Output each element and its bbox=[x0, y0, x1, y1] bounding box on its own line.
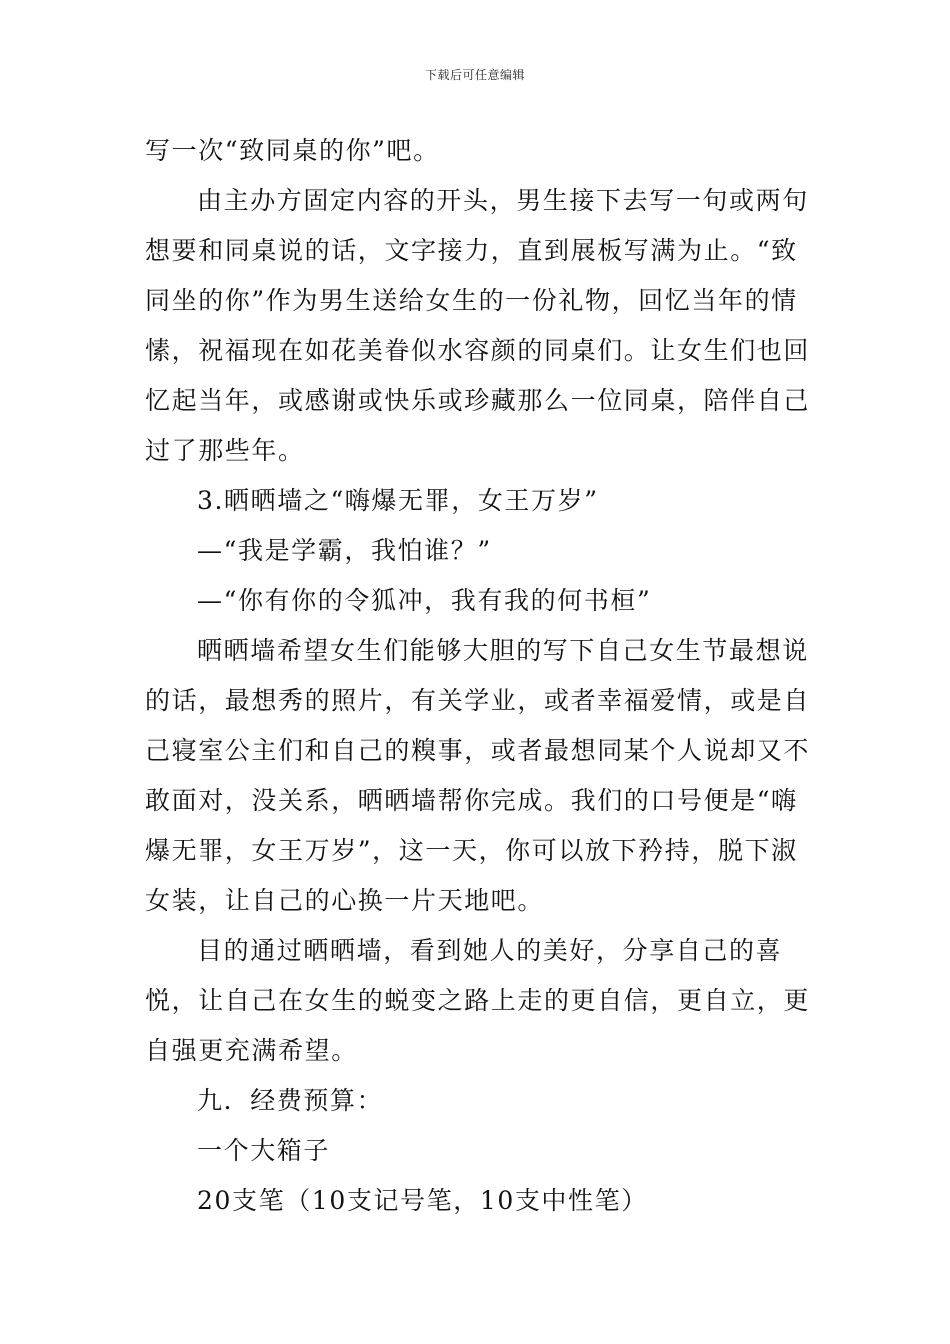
section-heading-9: 九．经费预算： bbox=[197, 1086, 384, 1115]
document-body bbox=[145, 126, 810, 1226]
section-heading-3: 3.晒晒墙之“嗨爆无罪，女王万岁” bbox=[197, 486, 599, 515]
paragraph-purpose: 目的通过晒晒墙，看到她人的美好，分享自己的喜悦，让自己在女生的蜕变之路上走的更自信，更自立，更自强更充满希望。 bbox=[145, 936, 811, 1065]
paragraph-continuation: 写一次“致同桌的你”吧。 bbox=[145, 136, 440, 165]
budget-item-pens: 20支笔（10支记号笔，10支中性笔） bbox=[197, 1186, 648, 1215]
quote-line-2: —“你有你的令狐冲，我有我的何书桓” bbox=[197, 586, 652, 615]
paragraph-wall-description: 晒晒墙希望女生们能够大胆的写下自己女生节最想说的话，最想秀的照片，有关学业，或者幸福爱情，或是自己寝室公主们和自己的糗事，或者最想同某个人说却又不敢面对，没关系，晒晒墙帮你完成。我们的口号便是“嗨爆无罪，女王万岁”，这一天，你可以放下矜持，脱下淑女装，让自己的心换一片天地吧。 bbox=[145, 636, 811, 915]
budget-item-box: 一个大箱子 bbox=[197, 1136, 331, 1165]
quote-line-1: —“我是学霸，我怕谁？” bbox=[197, 536, 492, 565]
page-header: 下载后可任意编辑 bbox=[424, 68, 525, 82]
paragraph-relay-writing: 由主办方固定内容的开头，男生接下去写一句或两句想要和同桌说的话，文字接力，直到展板写满为止。“致同坐的你”作为男生送给女生的一份礼物，回忆当年的情愫，祝福现在如花美眷似水容颜的同桌们。让女生们也回忆起当年，或感谢或快乐或珍藏那么一位同桌，陪伴自己过了那些年。 bbox=[145, 186, 811, 465]
